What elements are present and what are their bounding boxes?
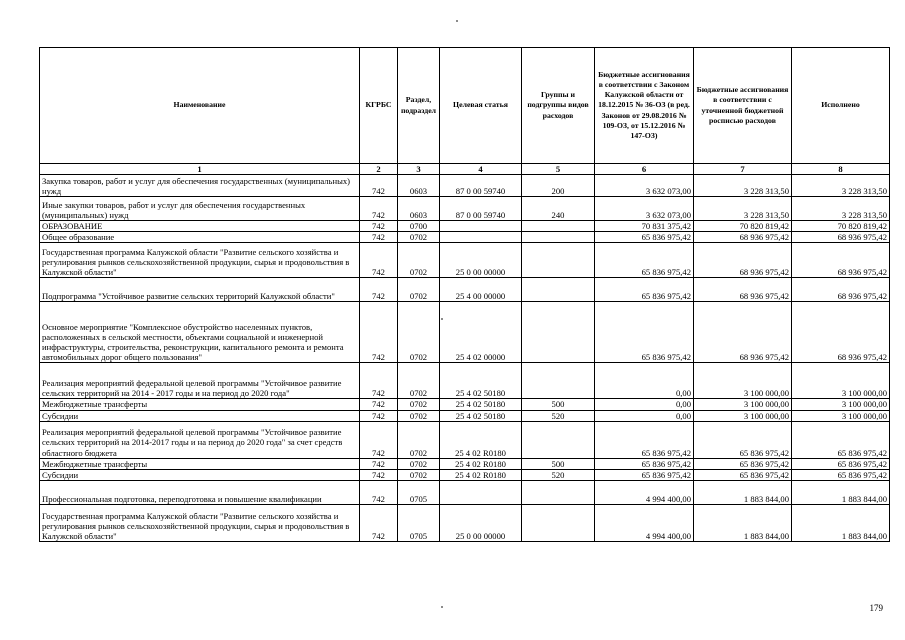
row-kgrbs: 742	[360, 175, 398, 197]
row-law-amount: 3 632 073,00	[595, 175, 694, 197]
row-name: Государственная программа Калужской области "Развитие сельского хозяйства и регулирования рынков сельскохозяйственной продукции, сырья и продовольствия в Калужской области"	[40, 243, 360, 278]
row-law-amount: 65 836 975,42	[595, 469, 694, 480]
row-law-amount: 65 836 975,42	[595, 302, 694, 363]
row-target: 25 4 02 R0180	[440, 469, 522, 480]
row-section: 0702	[398, 243, 440, 278]
row-law-amount: 70 831 375,42	[595, 221, 694, 232]
row-law-amount: 3 632 073,00	[595, 197, 694, 221]
table-row	[40, 197, 890, 221]
row-group	[522, 480, 595, 504]
row-refined-amount: 68 936 975,42	[694, 232, 792, 243]
column-number: 3	[398, 164, 440, 175]
scan-speck	[456, 20, 458, 22]
row-group: 500	[522, 399, 595, 410]
row-law-amount: 0,00	[595, 399, 694, 410]
row-refined-amount: 3 228 313,50	[694, 197, 792, 221]
row-name: Реализация мероприятий федеральной целевой программы "Устойчивое развитие сельских территорий на 2014 - 2017 годы и на период до 2020 года"	[40, 363, 360, 399]
table-row	[40, 278, 890, 302]
row-kgrbs: 742	[360, 458, 398, 469]
header-executed: Исполнено	[792, 48, 890, 164]
row-refined-amount: 3 100 000,00	[694, 399, 792, 410]
row-name: Общее образование	[40, 232, 360, 243]
row-name: Межбюджетные трансферты	[40, 399, 360, 410]
row-name: Подпрограмма "Устойчивое развитие сельских территорий Калужской области"	[40, 278, 360, 302]
row-group: 520	[522, 469, 595, 480]
table-row	[40, 221, 890, 232]
row-target	[440, 221, 522, 232]
row-name: Субсидии	[40, 469, 360, 480]
row-executed-amount: 3 100 000,00	[792, 363, 890, 399]
row-section: 0702	[398, 399, 440, 410]
row-executed-amount: 68 936 975,42	[792, 278, 890, 302]
header-groups: Группы и подгруппы видов расходов	[522, 48, 595, 164]
row-target: 25 4 02 50180	[440, 363, 522, 399]
row-executed-amount: 68 936 975,42	[792, 302, 890, 363]
row-executed-amount: 1 883 844,00	[792, 504, 890, 541]
row-section: 0702	[398, 278, 440, 302]
row-refined-amount: 3 100 000,00	[694, 410, 792, 421]
row-refined-amount: 65 836 975,42	[694, 469, 792, 480]
row-section: 0705	[398, 504, 440, 541]
column-number: 2	[360, 164, 398, 175]
row-section: 0700	[398, 221, 440, 232]
row-name: Государственная программа Калужской области "Развитие сельского хозяйства и регулирования рынков сельскохозяйственной продукции, сырья и продовольствия в Калужской области"	[40, 504, 360, 541]
row-executed-amount: 68 936 975,42	[792, 243, 890, 278]
row-refined-amount: 3 228 313,50	[694, 175, 792, 197]
column-number: 8	[792, 164, 890, 175]
row-kgrbs: 742	[360, 243, 398, 278]
row-section: 0702	[398, 232, 440, 243]
table-row	[40, 410, 890, 421]
budget-table	[39, 47, 890, 542]
header-name: Наименование	[40, 48, 360, 164]
column-number: 5	[522, 164, 595, 175]
row-name: Иные закупки товаров, работ и услуг для обеспечения государственных (муниципальных) нужд	[40, 197, 360, 221]
row-section: 0702	[398, 410, 440, 421]
column-number: 4	[440, 164, 522, 175]
table-row	[40, 504, 890, 541]
row-target: 87 0 00 59740	[440, 197, 522, 221]
row-target: 25 4 02 R0180	[440, 421, 522, 458]
row-section: 0705	[398, 480, 440, 504]
row-kgrbs: 742	[360, 197, 398, 221]
row-refined-amount: 1 883 844,00	[694, 480, 792, 504]
row-law-amount: 65 836 975,42	[595, 232, 694, 243]
row-target	[440, 232, 522, 243]
header-section: Раздел, подраздел	[398, 48, 440, 164]
row-target: 25 4 02 R0180	[440, 458, 522, 469]
row-target: 25 4 02 50180	[440, 399, 522, 410]
row-group: 200	[522, 175, 595, 197]
row-refined-amount: 68 936 975,42	[694, 302, 792, 363]
column-number: 1	[40, 164, 360, 175]
row-section: 0603	[398, 175, 440, 197]
row-section: 0702	[398, 421, 440, 458]
table-row	[40, 480, 890, 504]
row-name: ОБРАЗОВАНИЕ	[40, 221, 360, 232]
row-group	[522, 221, 595, 232]
row-section: 0702	[398, 302, 440, 363]
row-executed-amount: 3 100 000,00	[792, 410, 890, 421]
row-target: 25 4 02 50180	[440, 410, 522, 421]
row-group	[522, 278, 595, 302]
header-row	[40, 48, 890, 164]
row-name: Межбюджетные трансферты	[40, 458, 360, 469]
table-row	[40, 469, 890, 480]
row-executed-amount: 1 883 844,00	[792, 480, 890, 504]
header-refined-allocations: Бюджетные ассигнования в соответствии с уточненной бюджетной росписью расходов	[694, 48, 792, 164]
row-law-amount: 4 994 400,00	[595, 480, 694, 504]
column-number: 7	[694, 164, 792, 175]
row-executed-amount: 3 228 313,50	[792, 197, 890, 221]
header-law-allocations: Бюджетные ассигнования в соответствии с Законом Калужской области от 18.12.2015 № 36-ОЗ (в ред. Законов от 29.08.2016 № 109-ОЗ, от 15.12.2016 № 147-ОЗ)	[595, 48, 694, 164]
row-name: Профессиональная подготовка, переподготовка и повышение квалификации	[40, 480, 360, 504]
row-law-amount: 65 836 975,42	[595, 243, 694, 278]
row-group	[522, 232, 595, 243]
row-target: 25 4 02 00000	[440, 302, 522, 363]
table-row	[40, 232, 890, 243]
row-group	[522, 421, 595, 458]
page-number: 179	[869, 603, 883, 613]
row-kgrbs: 742	[360, 221, 398, 232]
row-refined-amount: 65 836 975,42	[694, 458, 792, 469]
row-refined-amount: 70 820 819,42	[694, 221, 792, 232]
row-group: 520	[522, 410, 595, 421]
scan-speck	[441, 318, 443, 320]
row-law-amount: 4 994 400,00	[595, 504, 694, 541]
row-law-amount: 65 836 975,42	[595, 278, 694, 302]
row-target: 25 0 00 00000	[440, 504, 522, 541]
row-kgrbs: 742	[360, 469, 398, 480]
row-refined-amount: 65 836 975,42	[694, 421, 792, 458]
row-target: 25 0 00 00000	[440, 243, 522, 278]
row-name: Реализация мероприятий федеральной целевой программы "Устойчивое развитие сельских территорий на 2014-2017 годы и на период до 2020 года" за счет средств областного бюджета	[40, 421, 360, 458]
table-row	[40, 399, 890, 410]
row-kgrbs: 742	[360, 302, 398, 363]
header-kgrbs: КГРБС	[360, 48, 398, 164]
row-section: 0603	[398, 197, 440, 221]
row-executed-amount: 3 100 000,00	[792, 399, 890, 410]
row-group	[522, 302, 595, 363]
row-kgrbs: 742	[360, 278, 398, 302]
table-row	[40, 421, 890, 458]
table-row	[40, 243, 890, 278]
row-name: Основное мероприятие "Комплексное обустройство населенных пунктов, расположенных в сельской местности, объектами социальной и инженерной инфраструктуры, строительства, реконструкции, капитального ремонта и ремонта автомобильных дорог общего пользования"	[40, 302, 360, 363]
table-row	[40, 458, 890, 469]
row-target: 87 0 00 59740	[440, 175, 522, 197]
row-section: 0702	[398, 469, 440, 480]
row-group	[522, 243, 595, 278]
row-executed-amount: 65 836 975,42	[792, 458, 890, 469]
row-kgrbs: 742	[360, 504, 398, 541]
scan-speck	[441, 606, 443, 608]
row-law-amount: 0,00	[595, 410, 694, 421]
row-section: 0702	[398, 458, 440, 469]
row-executed-amount: 3 228 313,50	[792, 175, 890, 197]
row-group	[522, 504, 595, 541]
table-row	[40, 302, 890, 363]
row-target: 25 4 00 00000	[440, 278, 522, 302]
row-law-amount: 65 836 975,42	[595, 458, 694, 469]
row-group: 500	[522, 458, 595, 469]
row-kgrbs: 742	[360, 232, 398, 243]
row-executed-amount: 70 820 819,42	[792, 221, 890, 232]
row-group: 240	[522, 197, 595, 221]
row-kgrbs: 742	[360, 399, 398, 410]
row-kgrbs: 742	[360, 480, 398, 504]
column-number-row	[40, 164, 890, 175]
row-refined-amount: 68 936 975,42	[694, 243, 792, 278]
row-law-amount: 65 836 975,42	[595, 421, 694, 458]
row-name: Субсидии	[40, 410, 360, 421]
row-executed-amount: 65 836 975,42	[792, 421, 890, 458]
header-target: Целевая статья	[440, 48, 522, 164]
row-name: Закупка товаров, работ и услуг для обеспечения государственных (муниципальных) нужд	[40, 175, 360, 197]
column-number: 6	[595, 164, 694, 175]
row-kgrbs: 742	[360, 421, 398, 458]
row-executed-amount: 65 836 975,42	[792, 469, 890, 480]
row-group	[522, 363, 595, 399]
table-row	[40, 363, 890, 399]
row-section: 0702	[398, 363, 440, 399]
row-law-amount: 0,00	[595, 363, 694, 399]
row-kgrbs: 742	[360, 410, 398, 421]
row-executed-amount: 68 936 975,42	[792, 232, 890, 243]
row-refined-amount: 3 100 000,00	[694, 363, 792, 399]
row-refined-amount: 1 883 844,00	[694, 504, 792, 541]
row-refined-amount: 68 936 975,42	[694, 278, 792, 302]
row-kgrbs: 742	[360, 363, 398, 399]
row-target	[440, 480, 522, 504]
table-row	[40, 175, 890, 197]
